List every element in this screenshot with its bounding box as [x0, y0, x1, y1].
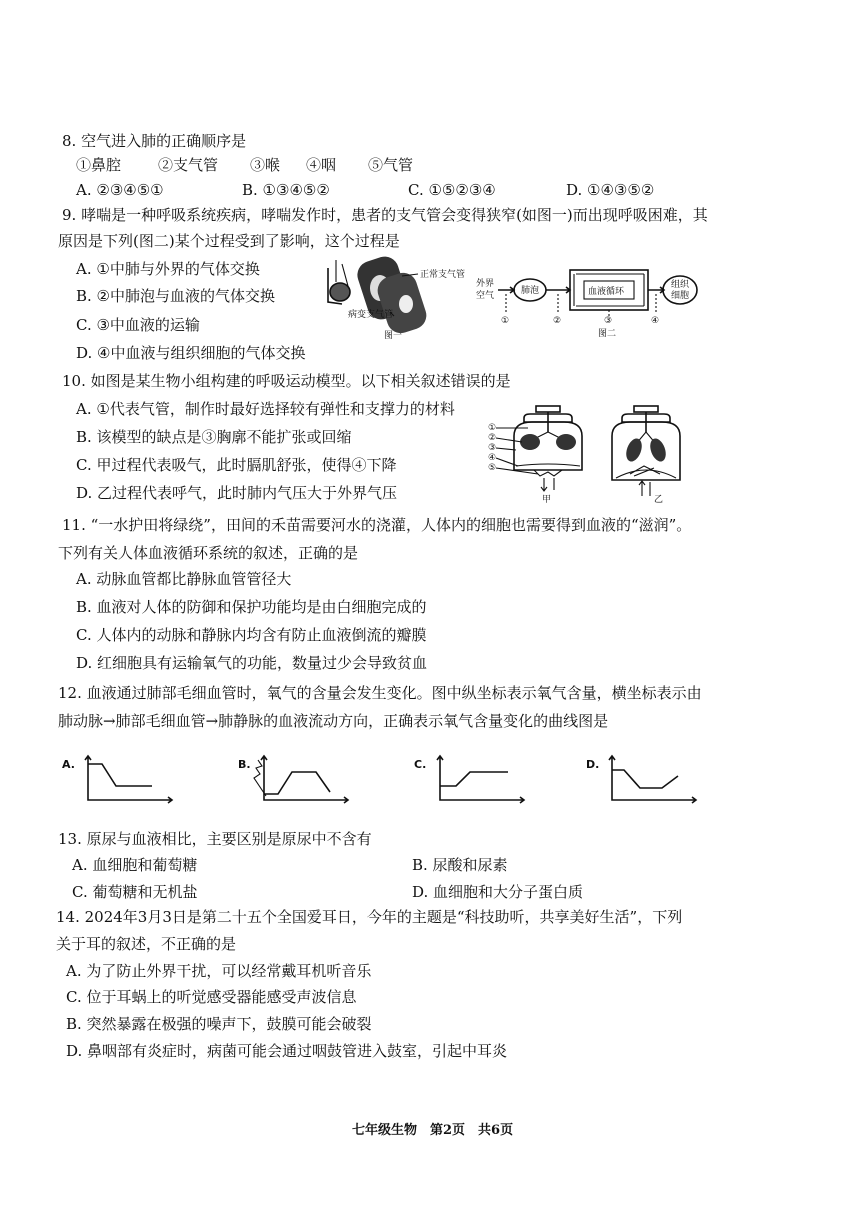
q8-option-d: D. ①④③⑤②	[566, 181, 655, 199]
page-footer: 七年级生物 第2页 共6页	[352, 1123, 514, 1138]
q10-option-d: D. 乙过程代表呼气，此时肺内气压大于外界气压	[76, 484, 398, 502]
q9-fig2-mark-1: ①	[501, 316, 510, 326]
q14-option-a: A. 为了防止外界干扰，可以经常戴耳机听音乐	[66, 962, 372, 980]
q11-option-c: C. 人体内的动脉和静脉内均含有防止血液倒流的瓣膜	[76, 626, 427, 644]
q10-mark-4: ④	[488, 453, 497, 463]
q9-fig2-tissue-2: 细胞	[671, 291, 690, 301]
q13-option-c: C. 葡萄糖和无机盐	[72, 883, 198, 901]
q11-option-d: D. 红细胞具有运输氧气的功能，数量过少会导致贫血	[76, 654, 428, 672]
q8-item-1: ①鼻腔	[76, 156, 122, 174]
q9-stem-line1: 9. 哮喘是一种呼吸系统疾病，哮喘发作时，患者的支气管会变得狭窄(如图一)而出现呼吸困难，其	[62, 206, 708, 224]
q14-option-c: C. 位于耳蜗上的听觉感受器能感受声波信息	[66, 988, 357, 1006]
q9-fig2-mark-3: ③	[604, 316, 613, 326]
q9-figure-2	[474, 266, 724, 346]
q10-option-c: C. 甲过程代表吸气，此时膈肌舒张，使得④下降	[76, 456, 397, 474]
q12-graph-b-label: B.	[238, 758, 251, 771]
q10-mark-2: ②	[488, 433, 497, 443]
q9-fig2-outside-2: 空气	[476, 291, 495, 301]
q9-option-d: D. ④中血液与组织细胞的气体交换	[76, 344, 306, 362]
q9-fig2-mark-4: ④	[651, 316, 660, 326]
q10-option-a: A. ①代表气管，制作时最好选择较有弹性和支撑力的材料	[76, 400, 455, 418]
q9-stem-line2: 原因是下列(图二)某个过程受到了影响，这个过程是	[58, 232, 400, 250]
q12-graph-b	[236, 756, 356, 806]
q8-option-b: B. ①③④⑤②	[242, 181, 330, 199]
q9-figure-1	[322, 254, 472, 344]
q9-fig2-caption: 图二	[598, 329, 617, 339]
q9-option-c: C. ③中血液的运输	[76, 316, 200, 334]
q11-option-a: A. 动脉血管都比静脉血管管径大	[76, 570, 292, 588]
q9-fig2-mark-2: ②	[553, 316, 562, 326]
q8-item-3: ③喉	[250, 156, 281, 174]
q12-graph-a	[60, 756, 180, 806]
q12-graph-a-label: A.	[62, 758, 75, 771]
q9-fig2-outside-1: 外界	[476, 279, 495, 289]
q10-option-b: B. 该模型的缺点是③胸廓不能扩张或回缩	[76, 428, 352, 446]
q9-fig1-caption: 图一	[384, 331, 403, 341]
q12-graph-c	[412, 756, 532, 806]
q13-stem: 13. 原尿与血液相比，主要区别是原尿中不含有	[58, 830, 372, 848]
q9-fig1-label-normal: 正常支气管	[420, 270, 466, 280]
q12-graph-d	[584, 756, 704, 806]
q8-option-a: A. ②③④⑤①	[76, 181, 164, 199]
q12-graph-d-label: D.	[586, 758, 600, 771]
q8-item-4: ④咽	[306, 156, 337, 174]
q9-fig2-alveoli: 肺泡	[521, 286, 540, 296]
q12-graph-c-label: C.	[414, 758, 427, 771]
q10-label-jia: 甲	[542, 495, 552, 505]
q9-fig2-circulation: 血液循环	[588, 287, 625, 297]
q9-option-a: A. ①中肺与外界的气体交换	[76, 260, 260, 278]
q10-mark-3: ③	[488, 443, 497, 453]
q12-stem-line1: 12. 血液通过肺部毛细血管时，氧气的含量会发生变化。图中纵坐标表示氧气含量，横坐标表示由	[58, 684, 702, 702]
q11-stem-line2: 下列有关人体血液循环系统的叙述，正确的是	[58, 544, 359, 562]
q14-option-b: B. 突然暴露在极强的噪声下，鼓膜可能会破裂	[66, 1015, 372, 1033]
q11-option-b: B. 血液对人体的防御和保护功能均是由白细胞完成的	[76, 598, 427, 616]
q8-item-5: ⑤气管	[368, 156, 414, 174]
q10-breathing-model	[484, 404, 714, 504]
q13-option-d: D. 血细胞和大分子蛋白质	[412, 883, 584, 901]
q11-stem-line1: 11. “一水护田将绿绕”，田间的禾苗需要河水的浇灌，人体内的细胞也需要得到血液的“滋润”。	[62, 516, 692, 534]
q12-stem-line2: 肺动脉→肺部毛细血管→肺静脉的血液流动方向，正确表示氧气含量变化的曲线图是	[58, 712, 609, 730]
q10-mark-5: ⑤	[488, 463, 497, 473]
q9-fig2-tissue-1: 组织	[671, 280, 690, 290]
q10-mark-1: ①	[488, 423, 497, 433]
q8-stem: 8. 空气进入肺的正确顺序是	[62, 132, 247, 150]
q8-item-2: ②支气管	[158, 156, 219, 174]
q14-option-d: D. 鼻咽部有炎症时，病菌可能会通过咽鼓管进入鼓室，引起中耳炎	[66, 1042, 508, 1060]
q14-stem-line2: 关于耳的叙述，不正确的是	[56, 935, 237, 953]
q10-stem: 10. 如图是某生物小组构建的呼吸运动模型。以下相关叙述错误的是	[62, 372, 511, 390]
q13-option-a: A. 血细胞和葡萄糖	[72, 856, 198, 874]
q14-stem-line1: 14. 2024年3月3日是第二十五个全国爱耳日，今年的主题是“科技助听，共享美好生活”，下列	[56, 908, 683, 926]
q10-label-yi: 乙	[654, 495, 664, 505]
q8-option-c: C. ①⑤②③④	[408, 181, 496, 199]
q9-option-b: B. ②中肺泡与血液的气体交换	[76, 287, 276, 305]
q9-fig1-label-sick: 病变支气管	[348, 310, 394, 320]
q13-option-b: B. 尿酸和尿素	[412, 856, 508, 874]
